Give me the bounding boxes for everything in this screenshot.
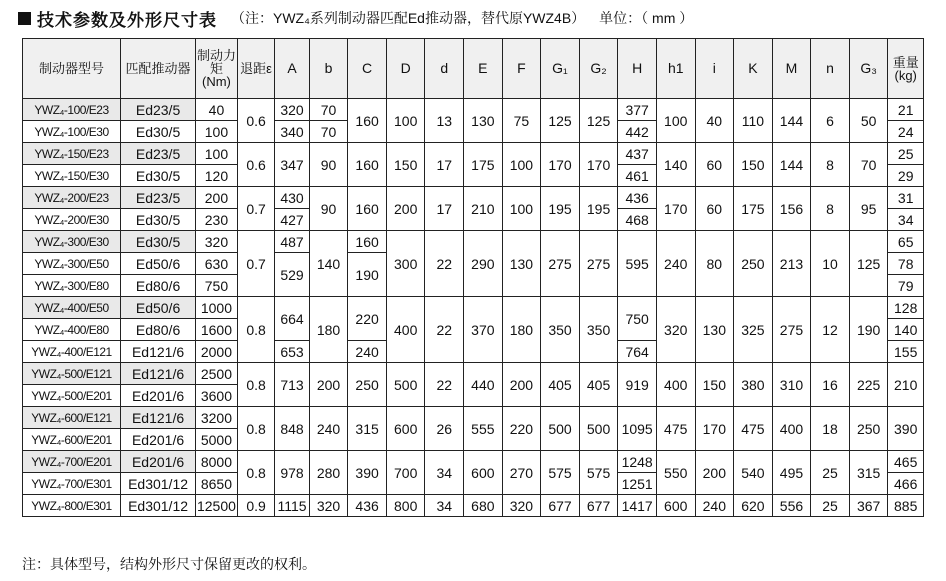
h1-cell: 475 xyxy=(656,407,695,451)
weight-cell: 29 xyxy=(888,165,924,187)
m-cell: 495 xyxy=(772,451,811,495)
k-cell: 250 xyxy=(734,231,773,297)
weight-cell: 25 xyxy=(888,143,924,165)
g3-cell: 367 xyxy=(849,495,888,517)
d-lower-cell: 22 xyxy=(425,297,464,363)
d-upper-cell: 300 xyxy=(386,231,425,297)
h-cell: 1095 xyxy=(618,407,657,451)
h-cell: 1251 xyxy=(618,473,657,495)
e-cell: 210 xyxy=(464,187,503,231)
model-cell: YWZ₄-500/E201 xyxy=(23,385,121,407)
retreat-cell: 0.7 xyxy=(237,187,275,231)
table-row xyxy=(23,451,924,473)
n-cell: 25 xyxy=(811,451,850,495)
f-cell: 100 xyxy=(502,187,541,231)
header-n: n xyxy=(811,39,850,99)
a-cell: 427 xyxy=(275,209,309,231)
d-upper-cell: 600 xyxy=(386,407,425,451)
g1-cell: 195 xyxy=(541,187,580,231)
i-cell: 240 xyxy=(695,495,734,517)
g1-cell: 677 xyxy=(541,495,580,517)
e-cell: 555 xyxy=(464,407,503,451)
header-G1: G₁ xyxy=(541,39,580,99)
actuator-cell: Ed201/6 xyxy=(121,451,196,473)
header-i: i xyxy=(695,39,734,99)
b-cell: 280 xyxy=(309,451,348,495)
h-cell: 1417 xyxy=(618,495,657,517)
c-cell: 240 xyxy=(348,341,387,363)
actuator-cell: Ed80/6 xyxy=(121,275,196,297)
g1-cell: 500 xyxy=(541,407,580,451)
a-cell: 320 xyxy=(275,99,309,121)
retreat-cell: 0.9 xyxy=(237,495,275,517)
model-cell: YWZ₄-400/E80 xyxy=(23,319,121,341)
b-cell: 70 xyxy=(309,121,348,143)
header-H: H xyxy=(618,39,657,99)
torque-cell: 5000 xyxy=(196,429,238,451)
model-cell: YWZ₄-500/E121 xyxy=(23,363,121,385)
header-G3: G₃ xyxy=(849,39,888,99)
g2-cell: 350 xyxy=(579,297,618,363)
retreat-cell: 0.7 xyxy=(237,231,275,297)
e-cell: 175 xyxy=(464,143,503,187)
a-cell: 978 xyxy=(275,451,309,495)
header-retreat: 退距ε xyxy=(237,39,275,99)
h-cell: 436 xyxy=(618,187,657,209)
d-upper-cell: 800 xyxy=(386,495,425,517)
weight-cell: 210 xyxy=(888,363,924,407)
model-cell: YWZ₄-600/E121 xyxy=(23,407,121,429)
model-cell: YWZ₄-600/E201 xyxy=(23,429,121,451)
actuator-cell: Ed23/5 xyxy=(121,187,196,209)
weight-cell: 24 xyxy=(888,121,924,143)
model-cell: YWZ₄-400/E50 xyxy=(23,297,121,319)
b-cell: 200 xyxy=(309,363,348,407)
table-row xyxy=(23,143,924,165)
table-row xyxy=(23,231,924,253)
model-cell: YWZ₄-200/E23 xyxy=(23,187,121,209)
d-upper-cell: 400 xyxy=(386,297,425,363)
g3-cell: 315 xyxy=(849,451,888,495)
torque-cell: 1000 xyxy=(196,297,238,319)
actuator-cell: Ed50/6 xyxy=(121,297,196,319)
n-cell: 8 xyxy=(811,187,850,231)
g1-cell: 275 xyxy=(541,231,580,297)
h-cell: 1248 xyxy=(618,451,657,473)
model-cell: YWZ₄-700/E201 xyxy=(23,451,121,473)
g3-cell: 190 xyxy=(849,297,888,363)
actuator-cell: Ed30/5 xyxy=(121,165,196,187)
i-cell: 130 xyxy=(695,297,734,363)
n-cell: 6 xyxy=(811,99,850,143)
k-cell: 150 xyxy=(734,143,773,187)
torque-cell: 8000 xyxy=(196,451,238,473)
header-M: M xyxy=(772,39,811,99)
g2-cell: 195 xyxy=(579,187,618,231)
torque-cell: 2500 xyxy=(196,363,238,385)
table-row xyxy=(23,187,924,209)
n-cell: 18 xyxy=(811,407,850,451)
torque-cell: 2000 xyxy=(196,341,238,363)
f-cell: 130 xyxy=(502,231,541,297)
table-row xyxy=(23,495,924,517)
actuator-cell: Ed121/6 xyxy=(121,341,196,363)
h1-cell: 550 xyxy=(656,451,695,495)
b-cell: 90 xyxy=(309,143,348,187)
h1-cell: 140 xyxy=(656,143,695,187)
torque-cell: 750 xyxy=(196,275,238,297)
actuator-cell: Ed23/5 xyxy=(121,99,196,121)
a-cell: 713 xyxy=(275,363,309,407)
weight-cell: 21 xyxy=(888,99,924,121)
h1-cell: 170 xyxy=(656,187,695,231)
retreat-cell: 0.6 xyxy=(237,99,275,143)
e-cell: 600 xyxy=(464,451,503,495)
h1-cell: 600 xyxy=(656,495,695,517)
a-cell: 340 xyxy=(275,121,309,143)
header-d: d xyxy=(425,39,464,99)
a-cell: 848 xyxy=(275,407,309,451)
g1-cell: 405 xyxy=(541,363,580,407)
g2-cell: 170 xyxy=(579,143,618,187)
c-cell: 436 xyxy=(348,495,387,517)
weight-cell: 140 xyxy=(888,319,924,341)
a-cell: 430 xyxy=(275,187,309,209)
actuator-cell: Ed301/12 xyxy=(121,495,196,517)
f-cell: 200 xyxy=(502,363,541,407)
e-cell: 440 xyxy=(464,363,503,407)
header-h1: h1 xyxy=(656,39,695,99)
f-cell: 100 xyxy=(502,143,541,187)
actuator-cell: Ed201/6 xyxy=(121,429,196,451)
model-cell: YWZ₄-300/E30 xyxy=(23,231,121,253)
a-cell: 1115 xyxy=(275,495,309,517)
actuator-cell: Ed201/6 xyxy=(121,385,196,407)
g3-cell: 70 xyxy=(849,143,888,187)
d-upper-cell: 150 xyxy=(386,143,425,187)
i-cell: 80 xyxy=(695,231,734,297)
table-row xyxy=(23,407,924,429)
d-upper-cell: 100 xyxy=(386,99,425,143)
g3-cell: 50 xyxy=(849,99,888,143)
c-cell: 315 xyxy=(348,407,387,451)
c-cell: 160 xyxy=(348,99,387,143)
header-G2: G₂ xyxy=(579,39,618,99)
k-cell: 540 xyxy=(734,451,773,495)
k-cell: 175 xyxy=(734,187,773,231)
h-cell: 595 xyxy=(618,231,657,297)
a-cell: 653 xyxy=(275,341,309,363)
header-F: F xyxy=(502,39,541,99)
table-row xyxy=(23,297,924,319)
torque-cell: 320 xyxy=(196,231,238,253)
actuator-cell: Ed30/5 xyxy=(121,231,196,253)
retreat-cell: 0.8 xyxy=(237,363,275,407)
weight-cell: 155 xyxy=(888,341,924,363)
header-C: C xyxy=(348,39,387,99)
weight-cell: 34 xyxy=(888,209,924,231)
i-cell: 200 xyxy=(695,451,734,495)
header-actuator: 匹配推动器 xyxy=(121,39,196,99)
d-lower-cell: 34 xyxy=(425,451,464,495)
n-cell: 8 xyxy=(811,143,850,187)
actuator-cell: Ed30/5 xyxy=(121,209,196,231)
m-cell: 213 xyxy=(772,231,811,297)
torque-cell: 100 xyxy=(196,121,238,143)
i-cell: 40 xyxy=(695,99,734,143)
actuator-cell: Ed121/6 xyxy=(121,407,196,429)
i-cell: 60 xyxy=(695,143,734,187)
g2-cell: 125 xyxy=(579,99,618,143)
weight-cell: 390 xyxy=(888,407,924,451)
torque-cell: 8650 xyxy=(196,473,238,495)
g2-cell: 575 xyxy=(579,451,618,495)
model-cell: YWZ₄-400/E121 xyxy=(23,341,121,363)
e-cell: 370 xyxy=(464,297,503,363)
model-cell: YWZ₄-700/E301 xyxy=(23,473,121,495)
actuator-cell: Ed80/6 xyxy=(121,319,196,341)
c-cell: 160 xyxy=(348,231,387,253)
weight-cell: 465 xyxy=(888,451,924,473)
d-lower-cell: 17 xyxy=(425,143,464,187)
retreat-cell: 0.8 xyxy=(237,297,275,363)
d-lower-cell: 17 xyxy=(425,187,464,231)
m-cell: 144 xyxy=(772,99,811,143)
c-cell: 220 xyxy=(348,297,387,341)
d-lower-cell: 22 xyxy=(425,363,464,407)
b-cell: 70 xyxy=(309,99,348,121)
weight-cell: 78 xyxy=(888,253,924,275)
f-cell: 320 xyxy=(502,495,541,517)
model-cell: YWZ₄-800/E301 xyxy=(23,495,121,517)
h-cell: 437 xyxy=(618,143,657,165)
actuator-cell: Ed30/5 xyxy=(121,121,196,143)
e-cell: 290 xyxy=(464,231,503,297)
weight-cell: 65 xyxy=(888,231,924,253)
retreat-cell: 0.8 xyxy=(237,451,275,495)
weight-cell: 885 xyxy=(888,495,924,517)
g1-cell: 125 xyxy=(541,99,580,143)
torque-cell: 12500 xyxy=(196,495,238,517)
footnote: 注：具体型号，结构外形尺寸保留更改的权利。 xyxy=(22,556,316,572)
m-cell: 310 xyxy=(772,363,811,407)
model-cell: YWZ₄-300/E50 xyxy=(23,253,121,275)
weight-cell: 128 xyxy=(888,297,924,319)
header-weight: 重量(kg) xyxy=(888,39,924,99)
h-cell: 442 xyxy=(618,121,657,143)
actuator-cell: Ed301/12 xyxy=(121,473,196,495)
n-cell: 10 xyxy=(811,231,850,297)
n-cell: 25 xyxy=(811,495,850,517)
model-cell: YWZ₄-150/E23 xyxy=(23,143,121,165)
f-cell: 270 xyxy=(502,451,541,495)
model-cell: YWZ₄-100/E23 xyxy=(23,99,121,121)
retreat-cell: 0.6 xyxy=(237,143,275,187)
k-cell: 325 xyxy=(734,297,773,363)
header-E: E xyxy=(464,39,503,99)
a-cell: 487 xyxy=(275,231,309,253)
m-cell: 275 xyxy=(772,297,811,363)
header-row xyxy=(23,39,924,99)
torque-cell: 40 xyxy=(196,99,238,121)
c-cell: 160 xyxy=(348,143,387,187)
a-cell: 664 xyxy=(275,297,309,341)
m-cell: 556 xyxy=(772,495,811,517)
g3-cell: 125 xyxy=(849,231,888,297)
g2-cell: 500 xyxy=(579,407,618,451)
title-note: （注：YWZ₄系列制动器匹配Ed推动器，替代原YWZ4B） xyxy=(231,10,586,26)
model-cell: YWZ₄-150/E30 xyxy=(23,165,121,187)
i-cell: 60 xyxy=(695,187,734,231)
b-cell: 240 xyxy=(309,407,348,451)
weight-cell: 466 xyxy=(888,473,924,495)
square-bullet-icon xyxy=(18,12,31,25)
f-cell: 75 xyxy=(502,99,541,143)
e-cell: 680 xyxy=(464,495,503,517)
retreat-cell: 0.8 xyxy=(237,407,275,451)
h1-cell: 100 xyxy=(656,99,695,143)
table-title: 技术参数及外形尺寸表 xyxy=(37,10,217,30)
actuator-cell: Ed23/5 xyxy=(121,143,196,165)
c-cell: 190 xyxy=(348,253,387,297)
k-cell: 620 xyxy=(734,495,773,517)
b-cell: 140 xyxy=(309,231,348,297)
h1-cell: 240 xyxy=(656,231,695,297)
torque-cell: 200 xyxy=(196,187,238,209)
i-cell: 170 xyxy=(695,407,734,451)
model-cell: YWZ₄-300/E80 xyxy=(23,275,121,297)
torque-cell: 230 xyxy=(196,209,238,231)
g3-cell: 225 xyxy=(849,363,888,407)
d-lower-cell: 26 xyxy=(425,407,464,451)
table-row xyxy=(23,99,924,121)
actuator-cell: Ed121/6 xyxy=(121,363,196,385)
e-cell: 130 xyxy=(464,99,503,143)
g1-cell: 170 xyxy=(541,143,580,187)
torque-cell: 3200 xyxy=(196,407,238,429)
torque-cell: 1600 xyxy=(196,319,238,341)
d-lower-cell: 22 xyxy=(425,231,464,297)
n-cell: 12 xyxy=(811,297,850,363)
k-cell: 110 xyxy=(734,99,773,143)
a-cell: 347 xyxy=(275,143,309,187)
d-upper-cell: 500 xyxy=(386,363,425,407)
m-cell: 400 xyxy=(772,407,811,451)
d-lower-cell: 13 xyxy=(425,99,464,143)
m-cell: 144 xyxy=(772,143,811,187)
g1-cell: 575 xyxy=(541,451,580,495)
c-cell: 160 xyxy=(348,187,387,231)
g2-cell: 405 xyxy=(579,363,618,407)
m-cell: 156 xyxy=(772,187,811,231)
weight-cell: 79 xyxy=(888,275,924,297)
i-cell: 150 xyxy=(695,363,734,407)
header-torque: 制动力矩(Nm) xyxy=(196,39,238,99)
c-cell: 250 xyxy=(348,363,387,407)
k-cell: 380 xyxy=(734,363,773,407)
unit-label: 单位：（ mm ） xyxy=(599,10,694,26)
h-cell: 764 xyxy=(618,341,657,363)
torque-cell: 100 xyxy=(196,143,238,165)
n-cell: 16 xyxy=(811,363,850,407)
f-cell: 220 xyxy=(502,407,541,451)
b-cell: 90 xyxy=(309,187,348,231)
g3-cell: 95 xyxy=(849,187,888,231)
h1-cell: 400 xyxy=(656,363,695,407)
torque-cell: 120 xyxy=(196,165,238,187)
model-cell: YWZ₄-100/E30 xyxy=(23,121,121,143)
actuator-cell: Ed50/6 xyxy=(121,253,196,275)
d-upper-cell: 200 xyxy=(386,187,425,231)
model-cell: YWZ₄-200/E30 xyxy=(23,209,121,231)
f-cell: 180 xyxy=(502,297,541,363)
g2-cell: 677 xyxy=(579,495,618,517)
h-cell: 461 xyxy=(618,165,657,187)
a-cell: 529 xyxy=(275,253,309,297)
table-row xyxy=(23,363,924,385)
weight-cell: 31 xyxy=(888,187,924,209)
b-cell: 180 xyxy=(309,297,348,363)
torque-cell: 630 xyxy=(196,253,238,275)
d-lower-cell: 34 xyxy=(425,495,464,517)
c-cell: 390 xyxy=(348,451,387,495)
torque-cell: 3600 xyxy=(196,385,238,407)
h-cell: 377 xyxy=(618,99,657,121)
spec-table xyxy=(22,38,924,517)
h1-cell: 320 xyxy=(656,297,695,363)
h-cell: 468 xyxy=(618,209,657,231)
g2-cell: 275 xyxy=(579,231,618,297)
g1-cell: 350 xyxy=(541,297,580,363)
d-upper-cell: 700 xyxy=(386,451,425,495)
header-K: K xyxy=(734,39,773,99)
header-A: A xyxy=(275,39,309,99)
title-row xyxy=(18,6,693,30)
header-D: D xyxy=(386,39,425,99)
header-b: b xyxy=(309,39,348,99)
g3-cell: 250 xyxy=(849,407,888,451)
h-cell: 750 xyxy=(618,297,657,341)
header-model: 制动器型号 xyxy=(23,39,121,99)
b-cell: 320 xyxy=(309,495,348,517)
h-cell: 919 xyxy=(618,363,657,407)
k-cell: 475 xyxy=(734,407,773,451)
